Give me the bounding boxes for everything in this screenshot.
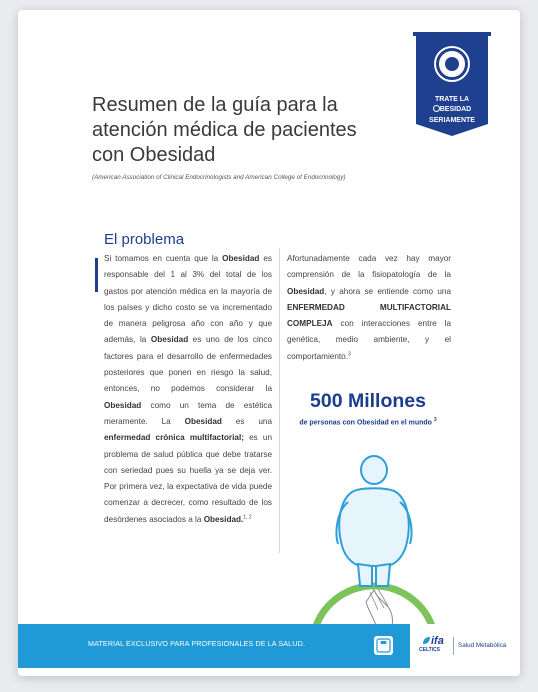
text-run: con interacciones entre la genética, medio ambiente, y el comportamiento. [287,319,451,361]
bathroom-scale-icon [374,636,393,655]
bold-run: Obesidad [184,416,222,426]
logo-separator [453,637,454,655]
text-run: Afortunadamente cada vez hay mayor comprensión de la fisiopatología de la [287,254,451,280]
text-run: es una [221,416,273,426]
text-run: es un problema de salud pública que debe tratarse con seriedad pues su huella ya se deja ver. Por primera vez, la expectativa de vida puede comenzar a decrecer, como resultado de los desórdenes asociados a la [104,433,272,524]
badge-line-2-text: BESIDAD [439,106,472,113]
document-title: Resumen de la guía para la atención médica de pacientes con Obesidad [92,94,357,166]
footer-disclaimer: MATERIAL EXCLUSIVO PARA PROFESIONALES DE LA SALUD. [88,639,305,648]
stat-value: 500 Millones [310,390,426,412]
column-divider [279,248,280,553]
bold-run: Obesidad [150,335,189,345]
bold-run: Obesidad [222,254,260,263]
body-column-left [104,251,272,528]
obese-figure-on-globe-illustration [308,450,438,626]
bold-run: ENFERMEDAD MULTIFACTORIAL COMPLEJA [287,302,451,329]
ifa-leaf-icon [422,636,431,645]
bold-run: Obesidad [287,286,325,296]
citation-sup: 3 [347,351,351,358]
citation-sup: 3 [433,417,437,423]
citation-sup: 1, 2 [243,514,252,521]
stat-caption-text: de personas con Obesidad en el mundo [299,419,432,427]
text-run: es responsable del 1 al 3% del total de los gastos por atención médica en la mayoría de los países y dicho costo se va incrementado de manera peligrosa año con año y que además, la [104,254,272,345]
footer-logo-area [410,624,520,668]
badge-line-2 [411,105,493,114]
logo-celtics: CELTICS [419,647,441,653]
badge-line-1: TRATE LA [434,96,470,103]
section-heading: El problema [104,231,185,248]
paragraph-accent-bar [95,258,98,292]
document-page [18,10,520,676]
badge-trate-la-obesidad [411,32,493,136]
bold-run: enfermedad crónica multifactorial; [104,433,244,443]
logo-ifa [422,636,444,646]
text-run: como un tema de estética meramente. La [104,400,272,426]
bold-run: Obesidad [104,400,142,410]
logo-division-name: Salud Metabólica [458,642,507,649]
document-subtitle: (American Association of Clinical Endocrinologists and American College of Endocrinology) [92,174,346,181]
badge-line-3: SERIAMENTE [429,117,475,124]
badge-o-icon [433,105,440,112]
footer-blue-band [18,624,410,668]
stat-caption [283,417,453,426]
logo-ifa-text: ifa [431,635,444,647]
text-run: es uno de los cinco factores para el desarrollo de enfermedades posteriores que ponen en riesgo la salud, entonces, no podemos considerar la [104,335,273,394]
bold-run: Obesidad. [203,514,244,524]
text-run: Si tomamos en cuenta que la [104,254,223,263]
text-run: , y ahora se entiende como una [324,286,451,296]
body-column-right [287,251,451,365]
footer-bar [18,624,520,668]
